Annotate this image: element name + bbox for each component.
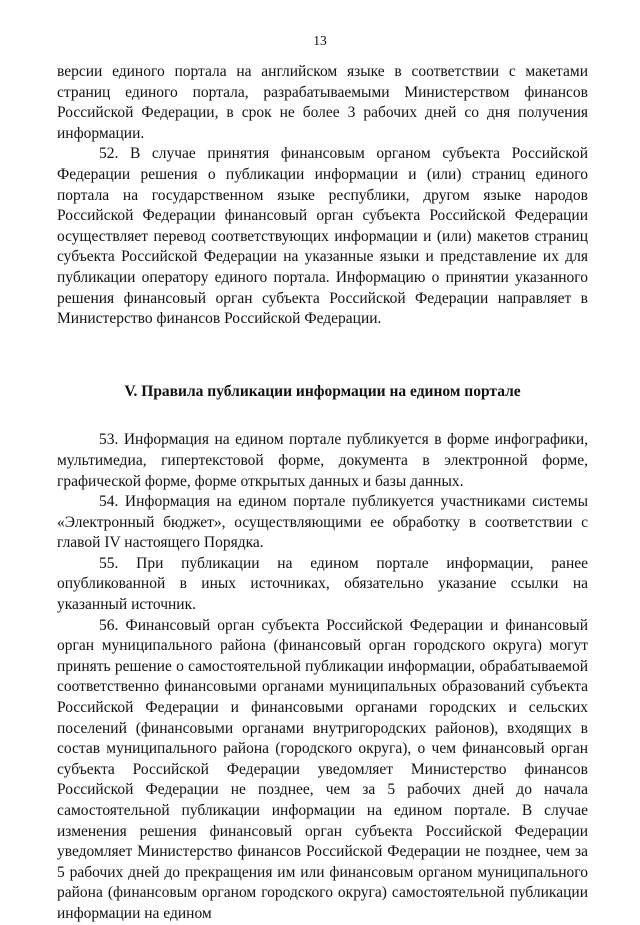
spacer [57, 330, 588, 382]
document-body [57, 62, 588, 925]
section-heading: V. Правила публикации информации на едином портале [124, 382, 521, 400]
paragraph-54: 54. Информация на едином портале публикуется участниками системы «Электронный бюджет», осуществляющими ее обработку в соответствии с главой IV настоящего Порядка. [57, 493, 588, 552]
paragraph-56: 56. Финансовый орган субъекта Российской Федерации и финансовый орган муниципального района (финансовый орган городского округа) могут принять решение о самостоятельной публикации информации, обрабатываемой соответственно финансовыми органами муниципальных образований субъекта Российской Федерации и финансовыми органами городских и сельских поселений (финансовыми органами внутригородских районов), входящих в состав муниципального района (городского округа), о чем финансовый орган субъекта Российской Федерации уведомляет Министерство финансов Российской Федерации не позднее, чем за 5 рабочих дней до начала самостоятельной публикации информации на едином портале. В случае изменения решения финансовый орган субъекта Российской Федерации уведомляет Министерство финансов Российской Федерации не позднее, чем за 5 рабочих дней до прекращения им или финансовым органом муниципального района (финансовым органом городского округа) самостоятельной публикации информации на едином [57, 616, 588, 922]
page-number: 13 [313, 33, 327, 48]
spacer [57, 402, 588, 430]
paragraph-52: 52. В случае принятия финансовым органом субъекта Российской Федерации решения о публикации информации и (или) страниц единого портала на государственном языке республики, другом языке народов Российской Федерации финансовый орган субъекта Российской Федерации осуществляет перевод соответствующих информации и (или) макетов страниц субъекта Российской Федерации на указанные языки и представление их для публикации оператору единого портала. Информацию о принятии указанного решения финансовый орган субъекта Российской Федерации направляет в Министерство финансов Российской Федерации. [57, 145, 588, 328]
paragraph-53: 53. Информация на едином портале публикуется в форме инфографики, мультимедиа, гипертекстовой форме, документа в электронной форме, графической форме, форме открытых данных и базы данных. [57, 431, 588, 490]
paragraph-55: 55. При публикации на едином портале информации, ранее опубликованной в иных источниках, обязательно указание ссылки на указанный источник. [57, 554, 588, 614]
paragraph-continuation: версии единого портала на английском языке в соответствии с макетами страниц единого портала, разрабатываемыми Министерством финансов Российской Федерации, в срок не более 3 рабочих дней со дня получения информации. [57, 63, 588, 142]
